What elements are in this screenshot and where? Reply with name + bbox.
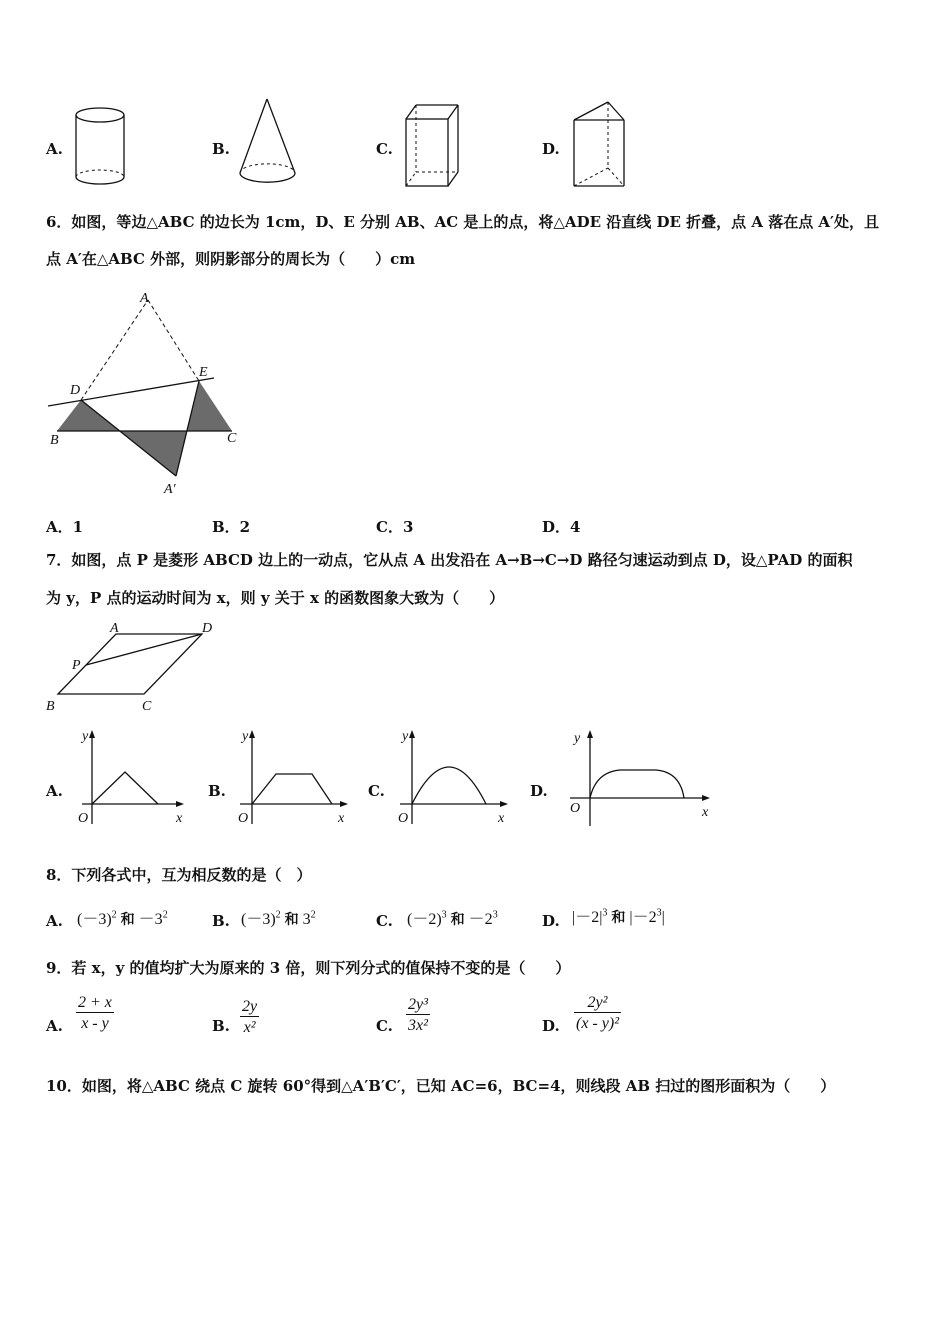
q7d-y-label: y [574, 731, 581, 746]
q8-option-a-expr: $(-3)^2$ 和 $-3^2$ [77, 909, 168, 928]
cone-figure [236, 97, 301, 189]
q6-text-line2: 点 A′在△ABC 外部，则阴影部分的周长为（ ）cm [46, 250, 416, 268]
q8-option-d-expr: $|-2|^3$ 和 $|-2^3|$ [572, 907, 665, 926]
q7-label-p: P [72, 658, 81, 673]
q7a-x-label: x [176, 811, 183, 826]
q6-text-line1: 6．如图，等边△ABC 的边长为 1cm，D、E 分别 AB、AC 是上的点，将△ADE 沿直线 DE 折叠，点 A 落在点 A′处，且 [46, 213, 880, 231]
q7c-origin-label: O [398, 811, 409, 826]
q9-option-b-fraction [240, 998, 259, 1037]
q9b-denominator: x² [240, 1016, 259, 1037]
q6-label-b: B [50, 433, 59, 448]
q7c-y-label: y [402, 729, 409, 744]
q8-text: 8．下列各式中，互为相反数的是（ ） [46, 866, 312, 884]
q7-label-d: D [202, 621, 213, 636]
q5-option-b-letter: B. [212, 140, 230, 158]
q6-option-c: C．3 [376, 518, 414, 536]
q9-option-d-letter: D. [542, 1017, 560, 1035]
q7b-origin-label: O [238, 811, 249, 826]
q7-graph-d [560, 728, 720, 828]
q9d-numerator: 2y² [587, 994, 608, 1011]
q6-option-b: B．2 [212, 518, 251, 536]
q7a-origin-label: O [78, 811, 89, 826]
q7-graph-c [394, 728, 519, 828]
q7-option-d-letter: D. [530, 782, 548, 800]
q9c-denominator: 3x² [406, 1014, 430, 1035]
q9d-denominator: (x - y)² [574, 1012, 621, 1033]
q7-graph-a [70, 728, 190, 828]
q9b-numerator: 2y [242, 998, 258, 1015]
q6-label-e: E [199, 365, 208, 380]
q9-option-a-fraction [76, 994, 114, 1033]
q6-label-a-prime: A′ [164, 482, 176, 497]
q7-text-line2: 为 y，P 点的运动时间为 x，则 y 关于 x 的函数图象大致为（ ） [46, 589, 505, 607]
q7d-origin-label: O [570, 801, 581, 816]
q8-option-c-expr: $(-2)^3$ 和 $-2^3$ [407, 909, 498, 928]
q5-option-d-letter: D. [542, 140, 560, 158]
q7-label-b: B [46, 699, 55, 714]
q6-label-d: D [70, 383, 81, 398]
q7b-x-label: x [338, 811, 345, 826]
q10-text: 10．如图，将△ABC 绕点 C 旋转 60°得到△A′B′C′，已知 AC=6，BC=4，则线段 AB 扫过的图形面积为（ ） [46, 1077, 836, 1095]
q7-text-line1: 7．如图，点 P 是菱形 ABCD 边上的一动点，它从点 A 出发沿在 A→B→C→D 路径匀速运动到点 D，设△PAD 的面积 [46, 551, 853, 569]
q7a-y-label: y [82, 729, 89, 744]
q8-option-b-letter: B. [212, 912, 230, 930]
q6-label-c: C [227, 431, 237, 446]
q8-option-c-letter: C. [376, 912, 393, 930]
q9-option-a-letter: A. [46, 1017, 63, 1035]
q8-option-d-letter: D. [542, 912, 560, 930]
q7-label-a: A [110, 621, 119, 636]
q9-option-d-fraction [574, 994, 621, 1033]
q7b-y-label: y [242, 729, 249, 744]
q7-option-c-letter: C. [368, 782, 385, 800]
q5-option-a-letter: A. [46, 140, 63, 158]
q9-option-c-fraction [406, 996, 430, 1035]
q9-option-c-letter: C. [376, 1017, 393, 1035]
q7-graph-b [232, 728, 357, 828]
q7-option-b-letter: B. [208, 782, 226, 800]
q9-option-b-letter: B. [212, 1017, 230, 1035]
triangular-prism-figure [568, 98, 630, 190]
q7-rhombus-figure [44, 618, 229, 718]
q8-option-b-expr: $(-3)^2$ 和 $3^2$ [241, 909, 316, 928]
q9c-numerator: 2y³ [408, 996, 428, 1013]
q9a-denominator: x - y [76, 1012, 114, 1033]
q7c-x-label: x [498, 811, 505, 826]
q9a-numerator: 2 + x [78, 994, 112, 1011]
rectangular-prism-figure [402, 103, 464, 191]
q7-option-a-letter: A. [46, 782, 63, 800]
q7d-x-label: x [702, 805, 709, 820]
q7-label-c: C [142, 699, 152, 714]
q6-label-a: A [140, 291, 149, 306]
cylinder-figure [70, 105, 130, 190]
q6-fold-figure [44, 288, 244, 503]
q5-option-c-letter: C. [376, 140, 393, 158]
q8-option-a-letter: A. [46, 912, 63, 930]
q6-option-d: D．4 [542, 518, 581, 536]
q6-option-a: A．1 [46, 518, 84, 536]
q9-text: 9．若 x，y 的值均扩大为原来的 3 倍，则下列分式的值保持不变的是（ ） [46, 959, 571, 977]
